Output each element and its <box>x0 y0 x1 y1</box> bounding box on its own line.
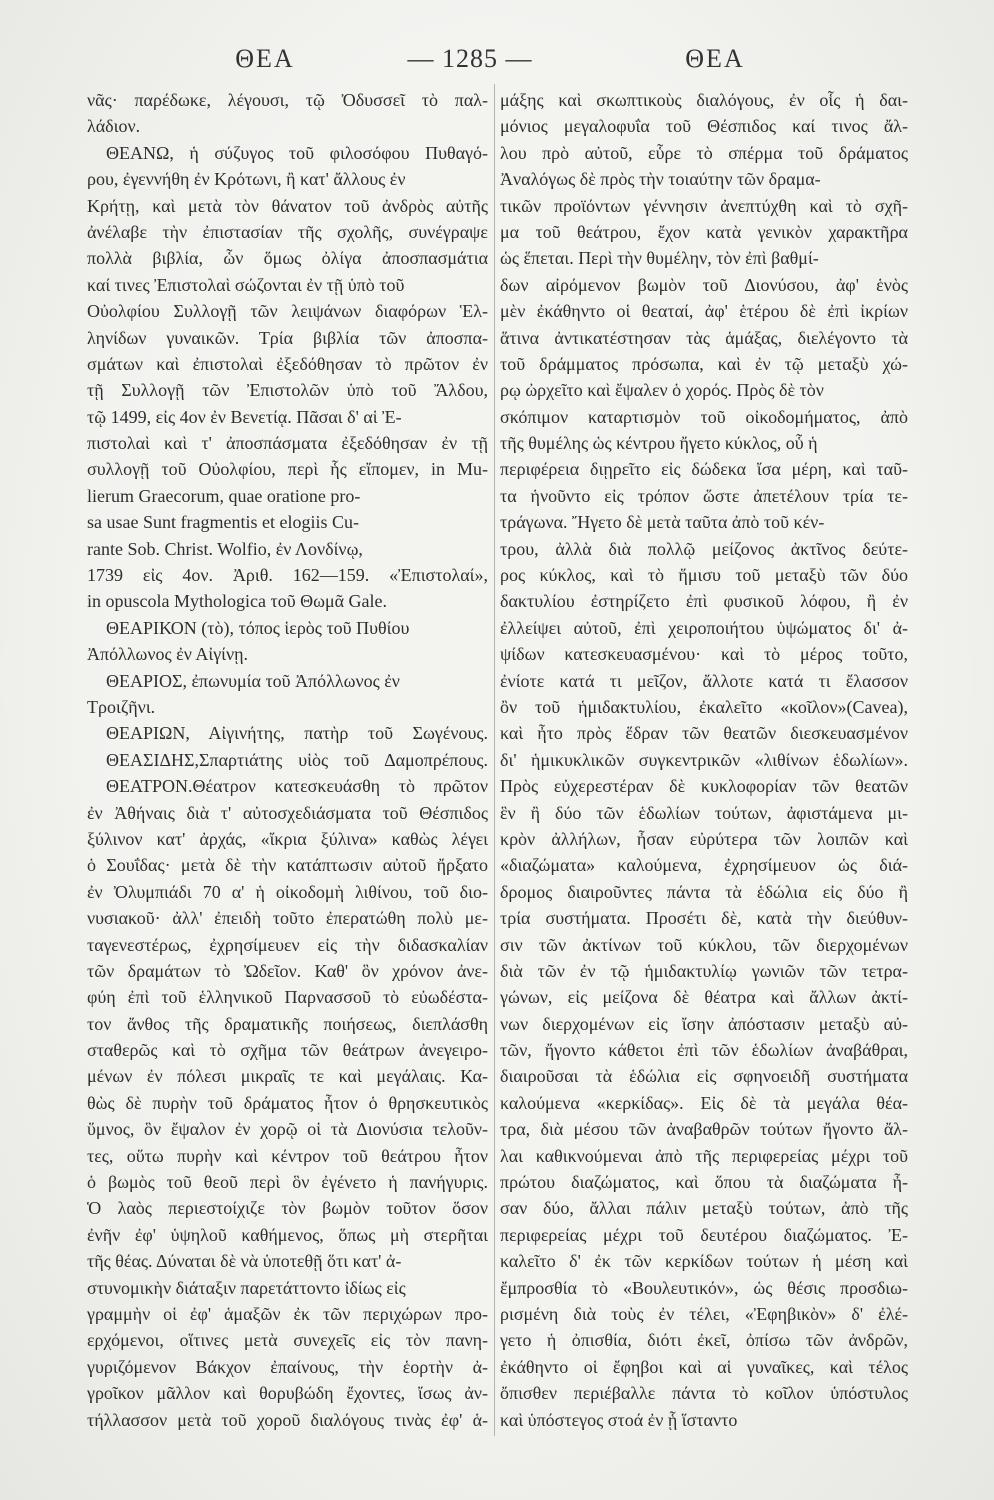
text-column-right <box>500 87 908 1433</box>
text-line <box>87 298 488 324</box>
text-line <box>500 351 908 377</box>
text-line <box>500 879 908 905</box>
text-line <box>500 1248 908 1274</box>
text-line <box>87 905 488 931</box>
text-line-content: τήλλασσον μετὰ τοῦ χοροῦ διαλόγους τινὰς ἐφ' ἁ- <box>87 1409 488 1430</box>
text-line <box>87 932 488 958</box>
text-line <box>500 298 908 324</box>
text-line <box>500 562 908 588</box>
text-line-content: ἐν Ἀθήναις διὰ τ' αὐτοσχεδιάσματα τοῦ Θέσπιδος <box>87 802 488 823</box>
column-divider <box>494 84 495 1436</box>
text-line-content: λάδιον. <box>87 116 141 137</box>
text-line <box>87 720 488 746</box>
text-line <box>87 1301 488 1327</box>
text-line <box>500 1275 908 1301</box>
text-line-content: σαν δύο, ἄλλαι πάλιν μεταξὺ τούτων, ἀπὸ τῆς <box>500 1198 908 1219</box>
text-line <box>87 509 488 535</box>
text-line <box>500 1063 908 1089</box>
text-line-content: τρου, ἀλλὰ διὰ πολλῷ μείζονος ἀκτῖνος δεύτε- <box>500 538 908 559</box>
text-line <box>87 325 488 351</box>
text-line-content: δρομος διαιροῦντες πάντα τὰ ἑδώλια εἰς δύο ἢ <box>500 881 908 902</box>
text-line-content: τῇ Συλλογῇ τῶν Ἐπιστολῶν ὑπὸ τοῦ Ἄλδου, <box>87 380 488 401</box>
text-line <box>87 1011 488 1037</box>
text-line-content: μὲν ἐκάθηντο οἱ θεαταί, ἀφ' ἑτέρου δὲ ἐπὶ ἰκρίων <box>500 301 908 322</box>
text-line-content: πιστολαὶ καὶ τ' ἀποσπάσματα ἐξεδόθησαν ἐν τῇ <box>87 433 488 454</box>
text-line-content: ὁ Σουΐδας· μετὰ δὲ τὴν κατάπτωσιν αὐτοῦ ἤρξατο <box>87 855 488 876</box>
text-line-content: θὼς δὲ πυρὴν τοῦ δράματος ἦτον ὁ θρησκευτικὸς <box>87 1092 488 1113</box>
text-line-content: τικῶν προϊόντων γέννησιν ἀνεπτύχθη καὶ τὸ σχῆ- <box>500 195 908 216</box>
text-line-content: Ὁ λαὸς περιεστοίχιζε τὸν βωμὸν τοῦτον ὅσον <box>87 1198 488 1219</box>
text-line <box>87 245 488 271</box>
text-line <box>500 747 908 773</box>
text-line <box>87 1195 488 1221</box>
text-line <box>500 720 908 746</box>
text-line <box>500 852 908 878</box>
text-line-content: ἓν ἢ δύο τῶν ἑδωλίων τούτων, ἀφιστάμενα μι- <box>500 802 908 823</box>
text-column-left <box>87 87 488 1433</box>
text-line <box>500 1407 908 1433</box>
text-line <box>87 377 488 403</box>
text-line-content: γετο ἡ ὀπισθία, διότι ἐκεῖ, ὀπίσω τῶν ἀνδρῶν, <box>500 1330 908 1351</box>
text-line-content: Πρὸς εὐχερεστέραν δὲ κυκλοφορίαν τῶν θεατῶν <box>500 776 908 797</box>
text-line-content: τες, οὕτω πυρὴν καὶ κέντρον τοῦ θεάτρου ἦτον <box>87 1145 488 1166</box>
text-line-content: ἐνίοτε κατά τι μεῖζον, ἄλλοτε κατά τι ἔλασσον <box>500 670 908 691</box>
text-line <box>500 245 908 271</box>
text-line-content: διαιροῦσαι τὰ ἑδώλια εἰς σφηνοειδῆ συστήματα <box>500 1066 908 1087</box>
text-line <box>87 615 488 641</box>
text-line <box>500 456 908 482</box>
text-line-content: ὡς ἕπεται. Περὶ τὴν θυμέλην, τὸν ἐπὶ βαθμί- <box>500 248 819 269</box>
text-line <box>87 1090 488 1116</box>
text-line-content: ρισμένη διὰ τοὺς ἐν τέλει, «Ἐφηβικὸν» δ' ἐλέ- <box>500 1303 908 1324</box>
text-line-content: λαι καθικνούμεναι ἀπὸ τῆς περιφερείας μέχρι τοῦ <box>500 1145 908 1166</box>
text-line-content: λου πρὸ αὐτοῦ, εὗρε τὸ σπέρμα τοῦ δράματος <box>500 142 908 163</box>
text-line <box>87 483 488 509</box>
text-line-content: νων διερχομένων εἰς ἴσην ἀπόστασιν μεταξὺ αὐ- <box>500 1013 908 1034</box>
text-line <box>87 1169 488 1195</box>
text-line <box>87 1037 488 1063</box>
text-line <box>87 87 488 113</box>
text-line-content: σταθερῶς καὶ τὸ σχῆμα τῶν θεάτρων ἀνεγειρο- <box>87 1040 488 1061</box>
text-line-content: σκόπιμον καταρτισμὸν τοῦ οἰκοδομήματος, ἀπὸ <box>500 406 908 427</box>
text-line-content: γραμμὴν οἱ ἐφ' ἁμαξῶν ἐκ τῶν περιχώρων προ- <box>87 1303 488 1324</box>
text-line-content: δακτυλίου ἐστηρίζετο ἐπὶ φυσικοῦ λόφου, ἢ ἐν <box>500 591 908 612</box>
text-line-content: σμάτων καὶ ἐπιστολαὶ ἐξεδόθησαν τὸ πρῶτον ἐν <box>87 353 488 374</box>
text-line-content: στυνομικὴν διάταξιν παρετάττοντο ἰδίως εἰς <box>87 1277 406 1298</box>
text-line-content: ὁ βωμὸς τοῦ θεοῦ περὶ ὃν ἐγένετο ἡ πανήγυρις. <box>87 1172 488 1193</box>
text-line <box>500 1037 908 1063</box>
text-line <box>87 1116 488 1142</box>
text-line <box>500 905 908 931</box>
text-line <box>87 140 488 166</box>
text-line-content: «διαζώματα» καλούμενα, ἐχρησίμευον ὡς διά- <box>500 855 908 876</box>
text-line-content: in opuscola Mythologica τοῦ Θωμᾶ Gale. <box>87 591 388 612</box>
text-line-content: μένων ἐν πόλεσι μικραῖς τε καὶ μεγάλαις. Κα- <box>87 1066 488 1087</box>
text-line <box>500 536 908 562</box>
text-line <box>87 272 488 298</box>
text-line <box>87 166 488 192</box>
text-line-content: μάξης καὶ σκωπτικοὺς διαλόγους, ἐν οἷς ἡ δαι- <box>500 90 908 110</box>
text-line-content: ὕμνος, ὃν ἔψαλον ἐν χορῷ οἱ τὰ Διονύσια τελοῦν- <box>87 1119 488 1140</box>
text-line <box>500 1195 908 1221</box>
text-line <box>500 1090 908 1116</box>
text-line <box>500 984 908 1010</box>
text-line-content: καὶ ὑπόστεγος στοά ἐν ᾗ ἵσταντο <box>500 1409 738 1430</box>
text-line <box>87 1327 488 1353</box>
text-line-content: ρος κύκλος, καὶ τὸ ἥμισυ τοῦ μεταξὺ τῶν δύο <box>500 565 908 586</box>
text-line-content: πολλὰ βιβλία, ὧν ὅμως ὀλίγα ἀποσπασμάτια <box>87 248 488 269</box>
text-line <box>87 588 488 614</box>
text-line <box>87 879 488 905</box>
text-line-content: γώνων, εἰς μείζονα δὲ θέατρα καὶ ἄλλων ἀκτί- <box>500 987 908 1008</box>
text-line-content: Κρήτῃ, καὶ μετὰ τὸν θάνατον τοῦ ἀνδρὸς αὐτῆς <box>87 195 488 216</box>
text-line <box>500 826 908 852</box>
text-line <box>87 800 488 826</box>
text-line-content: νᾶς· παρέδωκε, λέγουσι, τῷ Ὀδυσσεῖ τὸ παλ- <box>87 90 488 110</box>
text-line <box>500 932 908 958</box>
text-line <box>87 958 488 984</box>
text-line <box>500 641 908 667</box>
page-number: — 1285 — <box>407 44 533 73</box>
text-line <box>500 1327 908 1353</box>
text-line-content: τρία συστήματα. Προσέτι δὲ, κατὰ τὴν διεύθυν- <box>500 908 908 929</box>
text-line <box>500 800 908 826</box>
text-line-content: ΘΕΑΡΙΟΣ, ἐπωνυμία τοῦ Ἀπόλλωνος ἐν <box>106 670 400 691</box>
text-line <box>87 1275 488 1301</box>
text-line-content: 1739 εἰς 4ον. Ἀριθ. 162—159. «Ἐπιστολαί», <box>87 565 488 586</box>
text-line <box>500 272 908 298</box>
text-line <box>500 377 908 403</box>
text-line <box>500 1143 908 1169</box>
text-line-content: ὂν τοῦ ἡμιδακτυλίου, ἐκαλεῖτο «κοῖλον»(Cavea), <box>500 696 908 717</box>
text-line-content: sa usae Sunt fragmentis et elogiis Cu- <box>87 512 359 533</box>
text-line-content: Ἀπόλλωνος ἐν Αἰγίνῃ. <box>87 644 249 665</box>
text-line <box>87 852 488 878</box>
text-line-content: τρα, διὰ μέσου τῶν ἀναβαθρῶν τούτων ἤγοντο ἄλ- <box>500 1119 908 1140</box>
text-line-content: καί τινες Ἐπιστολαὶ σώζονται ἐν τῇ ὑπὸ τοῦ <box>87 274 405 295</box>
text-line <box>87 404 488 430</box>
text-line <box>500 87 908 113</box>
text-line <box>500 615 908 641</box>
text-line <box>500 140 908 166</box>
text-line-content: τῷ 1499, εἰς 4ον ἐν Βενετίᾳ. Πᾶσαι δ' αἱ Ἐ- <box>87 406 402 427</box>
text-line <box>500 483 908 509</box>
text-line <box>500 325 908 351</box>
text-line <box>87 219 488 245</box>
text-line-content: ἀνέλαβε τὴν ἐπιστασίαν τῆς σχολῆς, συνέγραψε <box>87 221 488 242</box>
text-line <box>500 1011 908 1037</box>
text-line <box>500 1380 908 1406</box>
text-line-content: ὄπισθεν περιέβαλλε πάντα τὸ κοῖλον ὑπόστυλος <box>500 1383 908 1404</box>
text-line <box>87 1222 488 1248</box>
text-line <box>87 536 488 562</box>
running-head-left: ΘΕΑ <box>235 44 295 73</box>
text-line <box>500 404 908 430</box>
text-line <box>500 773 908 799</box>
text-line <box>87 1248 488 1274</box>
text-line <box>87 668 488 694</box>
text-line-content: μόνιος μεγαλοφυΐα τοῦ Θέσπιδος καί τινος ἄλ- <box>500 116 908 137</box>
text-line-content: Ἀναλόγως δὲ πρὸς τὴν τοιαύτην τῶν δραμα- <box>500 169 821 190</box>
text-line-content: ἔμπροσθία τὸ «Βουλευτικόν», ὡς θέσις προσδιω- <box>500 1277 908 1298</box>
text-line-content: ἐκάθηντο οἱ ἔφηβοι καὶ αἱ γυναῖκες, καὶ τέλος <box>500 1356 908 1377</box>
text-line-content: ΘΕΑΤΡΟΝ.Θέατρον κατεσκευάσθη τὸ πρῶτον <box>106 776 488 797</box>
text-line <box>87 1354 488 1380</box>
text-line-content: ρῳ ὠρχεῖτο καὶ ἔψαλεν ὁ χορός. Πρὸς δὲ τὸν <box>500 380 824 401</box>
text-line-content: μα τοῦ θεάτρου, ἔχον κατὰ γενικὸν χαρακτῆρα <box>500 221 908 242</box>
text-line-content: ἐλλείψει αὐτοῦ, ἐπὶ χειροποιήτου ὑψώματος δι' ἀ- <box>500 617 908 638</box>
text-line <box>87 1407 488 1433</box>
text-line-content: γυριζόμενον Βάκχον ἐπαίνους, τὴν ἑορτὴν ἀ- <box>87 1356 488 1377</box>
text-line-content: καὶ ἦτο πρὸς ἕδραν τῶν θεατῶν διεσκευασμένον <box>500 723 908 744</box>
text-line-content: ΘΕΑΣΙΔΗΣ,Σπαρτιάτης υἱὸς τοῦ Δαμοπρέπους. <box>106 749 488 770</box>
text-line <box>500 1169 908 1195</box>
text-line-content: ἐνῆν ἐφ' ὑψηλοῦ καθήμενος, ὅπως μὴ στερῆται <box>87 1224 488 1245</box>
text-line-content: περιφερείας μέχρι τοῦ δευτέρου διαζώματος. Ἐ- <box>500 1224 908 1245</box>
text-line-content: τῶν δραμάτων τὸ Ὠδεῖον. Καθ' ὃν χρόνον ἀνε- <box>87 960 488 981</box>
text-line <box>500 113 908 139</box>
text-line-content: ἐν Ὀλυμπιάδι 70 α' ἡ οἰκοδομὴ λιθίνου, τοῦ διο- <box>87 881 488 902</box>
text-line <box>87 113 488 139</box>
text-line <box>87 430 488 456</box>
text-line-content: πρώτου διαζώματος, καὶ ὅπου τὰ διαζώματα ἦ- <box>500 1172 908 1193</box>
text-line-content: σιν τῶν ἀκτίνων τοῦ κύκλου, τῶν διερχομένων <box>500 934 908 955</box>
text-line <box>87 694 488 720</box>
text-line <box>87 984 488 1010</box>
text-line-content: καλεῖτο δ' ἐκ τῶν κερκίδων τούτων ἡ μέση καὶ <box>500 1251 908 1272</box>
text-line <box>87 562 488 588</box>
text-line-content: ΘΕΑΡΙΚΟΝ (τὸ), τόπος ἱερὸς τοῦ Πυθίου <box>106 617 410 638</box>
text-line-content: ερχόμενοι, οἵτινες μετὰ συνεχεῖς εἰς τὸν πανη- <box>87 1330 488 1351</box>
text-line-content: τα ἡνοῦντο εἰς τρόπον ὥστε ἀπετέλουν τρία τε- <box>500 485 908 506</box>
text-line <box>500 588 908 614</box>
text-line <box>87 1063 488 1089</box>
running-head-right: ΘΕΑ <box>685 44 745 73</box>
text-line <box>500 1354 908 1380</box>
text-line-content: τῆς θυμέλης ὡς κέντρου ἤγετο κύκλος, οὗ ἡ <box>500 433 818 454</box>
text-line <box>87 351 488 377</box>
text-line-content: νυσιακοῦ· ἀλλ' ἐπειδὴ τοῦτο ἐπερατώθη πολὺ με- <box>87 908 488 929</box>
text-line-content: δι' ἡμικυκλικῶν συγκεντρικῶν «λιθίνων ἑδωλίων». <box>500 749 908 770</box>
text-line <box>500 166 908 192</box>
text-line <box>87 1380 488 1406</box>
text-line <box>87 747 488 773</box>
text-line <box>500 958 908 984</box>
text-line-content: lierum Graecorum, quae oratione pro- <box>87 485 361 506</box>
text-line-content: ΘΕΑΡΙΩΝ, Αἰγινήτης, πατὴρ τοῦ Σωγένους. <box>106 723 488 744</box>
text-line-content: δων αἰρόμενον βωμὸν τοῦ Διονύσου, ἀφ' ἑνὸς <box>500 274 908 295</box>
text-line <box>500 193 908 219</box>
text-line <box>87 456 488 482</box>
text-line <box>500 1222 908 1248</box>
text-line-content: ψίδων κατεσκευασμένου· καὶ τὸ μέρος τοῦτο, <box>500 644 908 665</box>
text-line <box>87 193 488 219</box>
text-line <box>87 773 488 799</box>
text-line-content: κρὸν ἀλλήλων, ἦσαν εὐρύτερα τῶν λοιπῶν καὶ <box>500 828 908 849</box>
text-line <box>87 826 488 852</box>
text-line-content: διὰ τῶν ἐν τῷ ἡμιδακτυλίῳ γωνιῶν τῶν τετρα- <box>500 960 908 981</box>
text-line-content: rante Sob. Christ. Wolfio, ἐν Λονδίνῳ, <box>87 538 363 559</box>
text-line <box>500 1116 908 1142</box>
text-line-content: Οὐολφίου Συλλογῇ τῶν λειψάνων διαφόρων Ἑλ- <box>87 301 488 322</box>
text-line-content: φύη ἐπὶ τοῦ ἑλληνικοῦ Παρνασσοῦ τὸ εὐωδέστα- <box>87 987 488 1008</box>
text-line-content: γροῖκον μᾶλλον καὶ θορυβώδη ἔχοντες, ἴσως ἀν- <box>87 1383 488 1404</box>
text-line-content: ΘΕΑΝΩ, ἡ σύζυγος τοῦ φιλοσόφου Πυθαγό- <box>106 142 488 163</box>
text-line <box>500 430 908 456</box>
text-line-content: καλούμενα «κερκίδας». Εἰς δὲ τὰ μεγάλα θέα- <box>500 1092 908 1113</box>
text-line <box>87 641 488 667</box>
text-line-content: τῆς θέας. Δύναται δὲ νὰ ὑποτεθῇ ὅτι κατ' ἀ- <box>87 1251 402 1272</box>
text-line-content: τοῦ δράμματος πρόσωπα, καὶ ἐν τῷ μεταξὺ χώ- <box>500 353 908 374</box>
text-line <box>500 509 908 535</box>
text-line-content: συλλογῇ τοῦ Οὐολφίου, περὶ ἧς εἴπομεν, in Mu- <box>87 459 488 480</box>
text-line <box>500 668 908 694</box>
text-line <box>500 219 908 245</box>
text-line <box>500 1301 908 1327</box>
text-line-content: τῶν, ἤγοντο κάθετοι ἐπὶ τῶν ἑδωλίων ἀναβάθραι, <box>500 1040 908 1061</box>
text-line-content: ἅτινα ἀντικατέστησαν τὰς ἁμάξας, διελέγοντο τὰ <box>500 327 908 348</box>
text-line-content: τράγωνα. Ἤγετο δὲ μετὰ ταῦτα ἀπὸ τοῦ κέν- <box>500 512 825 533</box>
text-line-content: ξύλινον κατ' ἀρχάς, «ἴκρια ξύλινα» καθὼς λέγει <box>87 828 488 849</box>
text-line-content: Τροιζῆνι. <box>87 696 156 717</box>
text-line-content: ληνίδων γυναικῶν. Τρία βιβλία τῶν ἀποσπα- <box>87 327 488 348</box>
text-line <box>87 1143 488 1169</box>
text-line-content: περιφέρεια διῃρεῖτο εἰς δώδεκα ἴσα μέρη, καὶ ταῦ- <box>500 459 908 480</box>
text-line <box>500 694 908 720</box>
text-line-content: τον ἄνθος τῆς δραματικῆς ποιήσεως, διεπλάσθη <box>87 1013 488 1034</box>
text-line-content: ρου, ἐγεννήθη ἐν Κρότωνι, ἢ κατ' ἄλλους ἐν <box>87 169 406 190</box>
text-line-content: ταγενεστέρως, ἐχρησίμευεν εἰς τὴν διδασκαλίαν <box>87 934 488 955</box>
